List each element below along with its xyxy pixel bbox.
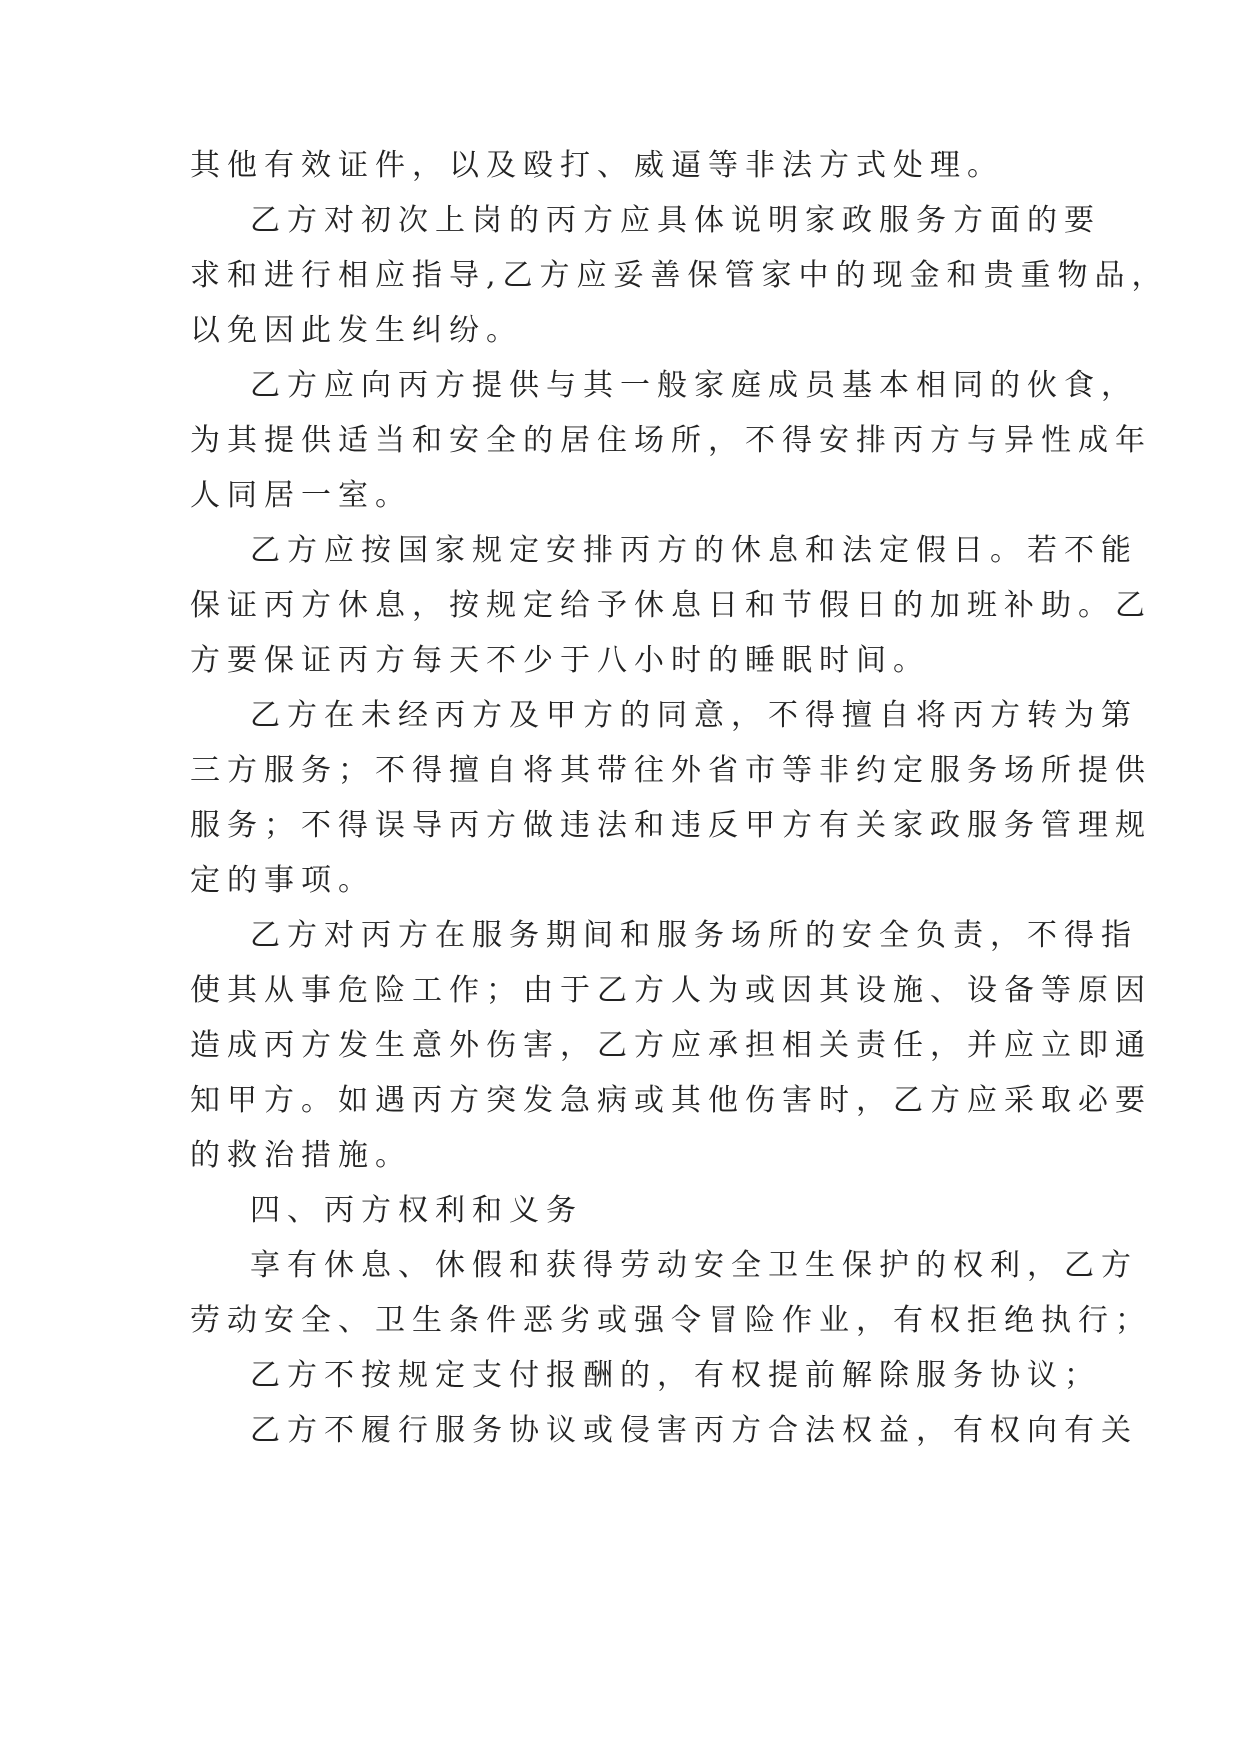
text-line: 其他有效证件，以及殴打、威逼等非法方式处理。 (190, 148, 1004, 183)
paragraph-start: 享有休息、休假和获得劳动安全卫生保护的权利，乙方 (250, 1248, 1138, 1283)
text-line: 方要保证丙方每天不少于八小时的睡眠时间。 (190, 643, 930, 678)
text-line: 的救治措施。 (190, 1138, 412, 1173)
section-heading: 四、丙方权利和义务 (250, 1193, 583, 1228)
text-line: 造成丙方发生意外伤害，乙方应承担相关责任，并应立即通 (190, 1028, 1152, 1063)
text-line: 服务；不得误导丙方做违法和违反甲方有关家政服务管理规 (190, 808, 1152, 843)
paragraph-start: 乙方在未经丙方及甲方的同意，不得擅自将丙方转为第 (250, 698, 1138, 733)
paragraph-start: 乙方不履行服务协议或侵害丙方合法权益，有权向有关 (250, 1413, 1138, 1448)
text-line: 保证丙方休息，按规定给予休息日和节假日的加班补助。乙 (190, 588, 1152, 623)
text-line: 以免因此发生纠纷。 (190, 313, 523, 348)
paragraph-start: 乙方不按规定支付报酬的，有权提前解除服务协议； (250, 1358, 1101, 1393)
paragraph-start: 乙方应向丙方提供与其一般家庭成员基本相同的伙食， (250, 368, 1138, 403)
paragraph-start: 乙方应按国家规定安排丙方的休息和法定假日。若不能 (250, 533, 1138, 568)
text-line: 求和进行相应指导,乙方应妥善保管家中的现金和贵重物品， (190, 258, 1169, 293)
text-line: 劳动安全、卫生条件恶劣或强令冒险作业，有权拒绝执行； (190, 1303, 1152, 1338)
text-line: 三方服务；不得擅自将其带往外省市等非约定服务场所提供 (190, 753, 1152, 788)
text-line: 知甲方。如遇丙方突发急病或其他伤害时，乙方应采取必要 (190, 1083, 1152, 1118)
paragraph-start: 乙方对丙方在服务期间和服务场所的安全负责，不得指 (250, 918, 1138, 953)
text-line: 使其从事危险工作；由于乙方人为或因其设施、设备等原因 (190, 973, 1152, 1008)
text-line: 为其提供适当和安全的居住场所，不得安排丙方与异性成年 (190, 423, 1152, 458)
text-line: 定的事项。 (190, 863, 375, 898)
paragraph-start: 乙方对初次上岗的丙方应具体说明家政服务方面的要 (250, 203, 1101, 238)
text-line: 人同居一室。 (190, 478, 412, 513)
